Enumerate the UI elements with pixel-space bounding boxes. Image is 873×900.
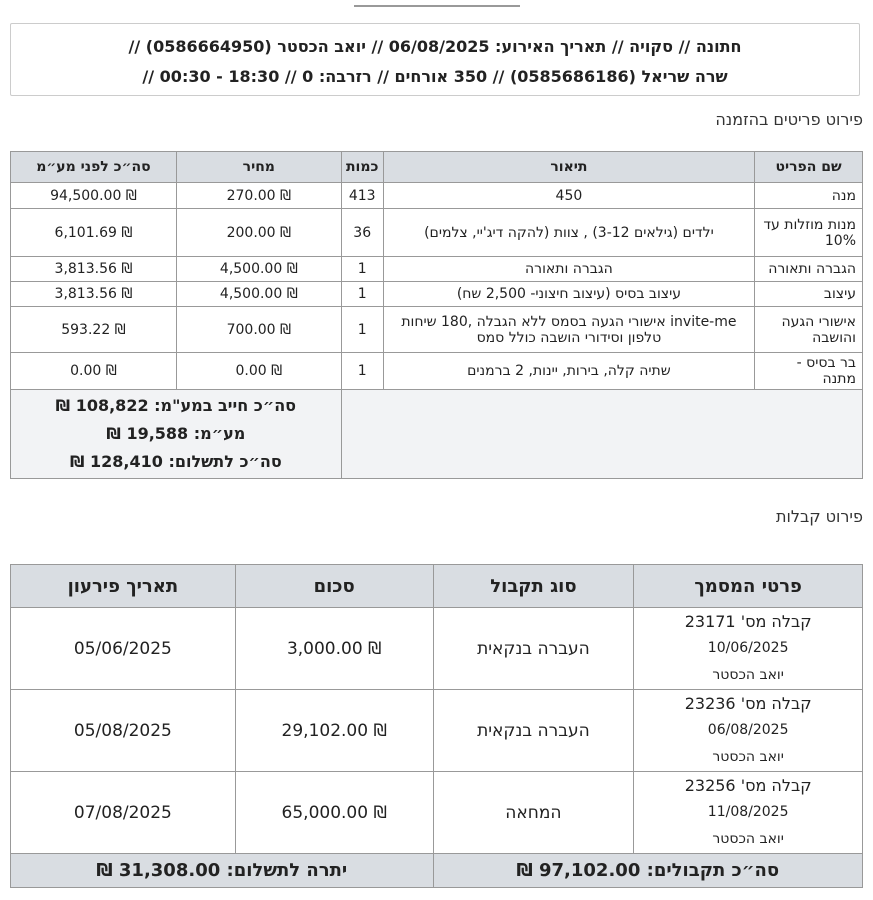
total-received: סה״כ תקבולים: 97,102.00 ₪: [433, 854, 862, 888]
item-total: 94,500.00 ₪: [11, 183, 177, 209]
col-price: מחיר: [176, 152, 341, 183]
item-description: ילדים (גילאים 3-12) , צוות (להקה דיג'יי, צלמים): [383, 209, 754, 257]
receipt-number: קבלה מס' 23171: [684, 612, 812, 631]
col-amount: סכום: [235, 565, 433, 608]
table-row: [11, 772, 863, 854]
item-description: 450: [383, 183, 754, 209]
item-quantity: 1: [341, 282, 383, 307]
col-quantity: כמות: [341, 152, 383, 183]
receipt-type: העברה בנקאית: [433, 690, 634, 772]
receipt-details: [634, 690, 863, 772]
receipt-issuer: יואב הכסטר: [712, 667, 784, 683]
totals-cell: [11, 390, 342, 479]
item-name: בר בסיס - מתנה: [755, 353, 863, 390]
receipt-issuer: יואב הכסטר: [712, 831, 784, 847]
item-name: אישורי הגעה והושבה: [755, 307, 863, 353]
receipt-number: קבלה מס' 23236: [684, 694, 812, 713]
receipt-details: [634, 772, 863, 854]
col-payment-type: סוג תקבול: [433, 565, 634, 608]
summary-blank-cell: [341, 390, 862, 479]
item-total: 3,813.56 ₪: [11, 282, 177, 307]
receipts-section-title: פירוט קבלות: [776, 507, 863, 526]
item-description: שתיה קלה, בירות, יינות, 2 ברמנים: [383, 353, 754, 390]
receipt-issuer: יואב הכסטר: [712, 749, 784, 765]
item-total: 6,101.69 ₪: [11, 209, 177, 257]
receipt-number: קבלה מס' 23256: [684, 776, 812, 795]
receipt-type: המחאה: [433, 772, 634, 854]
item-quantity: 413: [341, 183, 383, 209]
receipts-table: [10, 564, 863, 888]
item-name: מנות מוזלות עד 10%: [755, 209, 863, 257]
receipt-due-date: 05/06/2025: [11, 608, 236, 690]
balance-to-pay: יתרה לתשלום: 31,308.00 ₪: [11, 854, 434, 888]
items-header-row: [11, 152, 863, 183]
receipt-due-date: 05/08/2025: [11, 690, 236, 772]
receipt-amount: 3,000.00 ₪: [235, 608, 433, 690]
receipts-footer-row: [11, 854, 863, 888]
item-price: 200.00 ₪: [176, 209, 341, 257]
total-taxable: סה״כ חייב במע"מ: 108,822 ₪: [55, 396, 297, 415]
item-description: עיצוב בסיס (עיצוב חיצוני- 2,500 שח): [383, 282, 754, 307]
item-total: 593.22 ₪: [11, 307, 177, 353]
receipt-details: [634, 608, 863, 690]
item-price: 4,500.00 ₪: [176, 257, 341, 282]
receipt-type: העברה בנקאית: [433, 608, 634, 690]
table-row: [11, 307, 863, 353]
receipt-due-date: 07/08/2025: [11, 772, 236, 854]
col-item-name: שם הפריט: [755, 152, 863, 183]
item-total: 0.00 ₪: [11, 353, 177, 390]
item-price: 4,500.00 ₪: [176, 282, 341, 307]
event-header-line1: חתונה // סקויה // תאריך האירוע: 06/08/2025 // יואב הכסטר (0586664950) //: [128, 37, 742, 56]
col-document-details: פרטי המסמך: [634, 565, 863, 608]
item-name: עיצוב: [755, 282, 863, 307]
table-row: [11, 257, 863, 282]
items-section-title: פירוט פריטים בהזמנה: [715, 110, 863, 129]
item-description: הגברה ותאורה: [383, 257, 754, 282]
table-row: [11, 282, 863, 307]
item-quantity: 36: [341, 209, 383, 257]
item-total: 3,813.56 ₪: [11, 257, 177, 282]
item-name: מנה: [755, 183, 863, 209]
item-price: 0.00 ₪: [176, 353, 341, 390]
item-quantity: 1: [341, 257, 383, 282]
item-quantity: 1: [341, 307, 383, 353]
receipt-amount: 29,102.00 ₪: [235, 690, 433, 772]
event-header: [10, 23, 860, 96]
item-quantity: 1: [341, 353, 383, 390]
table-row: [11, 690, 863, 772]
item-name: הגברה ותאורה: [755, 257, 863, 282]
table-row: [11, 209, 863, 257]
total-to-pay: סה״כ לתשלום: 128,410 ₪: [69, 452, 282, 471]
col-total-before-vat: סה״כ לפני מע״מ: [11, 152, 177, 183]
items-table: [10, 151, 863, 479]
table-row: [11, 608, 863, 690]
item-description: invite-me אישורי הגעה בסמס ללא הגבלה ,180 שיחות טלפון וסידורי הושבה כולל סמס: [383, 307, 754, 353]
receipt-amount: 65,000.00 ₪: [235, 772, 433, 854]
receipt-date: 06/08/2025: [707, 722, 789, 738]
item-price: 700.00 ₪: [176, 307, 341, 353]
receipts-header-row: [11, 565, 863, 608]
items-summary-row: [11, 390, 863, 479]
col-description: תיאור: [383, 152, 754, 183]
table-row: [11, 183, 863, 209]
item-price: 270.00 ₪: [176, 183, 341, 209]
col-due-date: תאריך פירעון: [11, 565, 236, 608]
event-header-line2: שרה שריאל (0585686186) // 350 אורחים // רזרבה: 0 // 18:30 - 00:30 //: [142, 67, 728, 86]
receipt-date: 10/06/2025: [707, 640, 789, 656]
receipt-date: 11/08/2025: [707, 804, 789, 820]
top-divider: [354, 0, 520, 7]
table-row: [11, 353, 863, 390]
total-vat: מע״מ: 19,588 ₪: [106, 424, 246, 443]
